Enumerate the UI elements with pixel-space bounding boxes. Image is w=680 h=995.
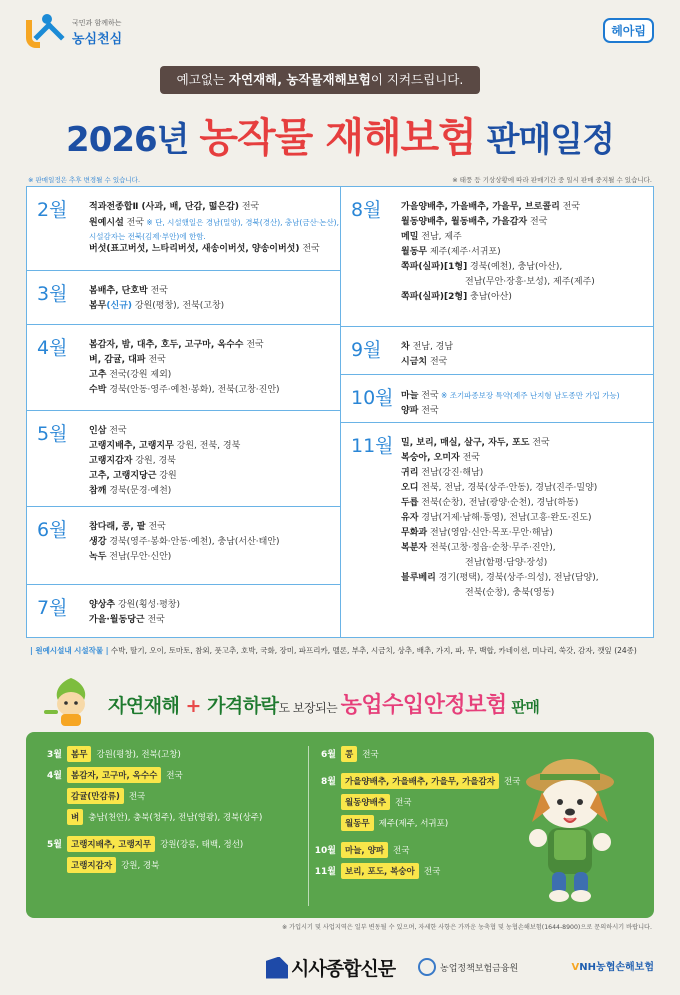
crop-area: 제주(제주·서귀포) [427, 247, 501, 257]
month-label: 11월 [351, 435, 394, 457]
weather-suspension-note: ※ 태풍 등 기상상황에 따라 판매기간 중 일시 판매 중지될 수 있습니다. [452, 176, 652, 184]
crop-area: 강원(평창), 전북(고창) [132, 301, 225, 311]
crop-name: 가을·월동당근 [89, 615, 145, 625]
income-month: 8월 [321, 777, 336, 787]
crop-item [401, 200, 650, 215]
contact-footnote: ※ 가입시기 및 사업지역은 일부 변동될 수 있으며, 자세한 사항은 가까운 농축협 및 농협손해보험(1644-8900)으로 문의하시기 바랍니다. [281, 924, 652, 931]
income-crop-tag: 마늘, 양파 [341, 842, 388, 858]
crop-name: 오디 [401, 483, 419, 493]
income-month: 10월 [314, 846, 336, 856]
crop-area: 전국 [299, 244, 320, 254]
crop-item [89, 613, 336, 628]
income-area: 강원(강릉, 태백, 정선) [160, 839, 244, 850]
crop-area: 강원, 전북, 경북 [173, 441, 241, 451]
top-banner: 예고없는 자연재해, 농작물재해보험이 지켜드립니다. [160, 66, 480, 94]
crop-name: 차 [401, 342, 410, 352]
crop-area: 경북(안동·영주·예천·봉화), 전북(고창·진안) [106, 385, 280, 395]
income-crop-tag: 감귤(만감류) [67, 788, 124, 804]
income-crop-tag: 벼 [67, 809, 83, 825]
crop-item [89, 520, 336, 535]
month-block [27, 507, 340, 585]
month-items [89, 520, 336, 565]
crop-name: 복분자 [401, 543, 428, 553]
crop-name: 양상추 [89, 600, 116, 610]
crop-item [401, 404, 650, 419]
crop-name: 고랭지배추, 고랭지무 [89, 441, 174, 451]
income-crop-tag: 월동양배추 [341, 794, 390, 810]
mascot-character-icon [42, 676, 100, 728]
nh-insurance-logo: VNH농협손해보험 [571, 962, 654, 973]
crop-name: 고추, 고랭지당근 [89, 471, 157, 481]
crop-area: 전북, 전남, 경북(상주·안동), 경남(진주·밀양) [418, 483, 598, 493]
crop-item [401, 388, 650, 404]
month-items [89, 284, 336, 314]
crop-item [401, 355, 650, 370]
crop-area: 강원(횡성·평창) [115, 600, 181, 610]
month-items [401, 388, 650, 419]
dog-mascot-icon [510, 742, 630, 907]
income-crop-tag: 가을양배추, 가을배추, 가을무, 가을감자 [341, 773, 499, 789]
income-crop-tag: 고랭지감자 [67, 857, 116, 873]
crop-item [401, 436, 650, 451]
crop-name: 귀리 [401, 468, 419, 478]
crop-name: 무화과 [401, 528, 428, 538]
crop-name: 참깨 [89, 486, 107, 496]
crop-name: 생강 [89, 537, 107, 547]
crop-item [89, 200, 336, 215]
income-area: 전국 [128, 791, 146, 802]
month-block [27, 271, 340, 325]
crop-item [401, 215, 650, 230]
crop-item [89, 383, 336, 398]
crop-area: 전국 [106, 426, 127, 436]
month-items [401, 200, 650, 305]
crop-area: 전국 [243, 340, 264, 350]
crop-name: 시금치 [401, 357, 428, 367]
logo-title: 농심천심 [72, 31, 123, 47]
income-month: 4월 [47, 771, 62, 781]
crop-area: 전국 [144, 615, 165, 625]
month-block [27, 411, 340, 507]
crop-name: 월동무 [401, 247, 428, 257]
logo-mark-icon [26, 14, 66, 50]
crop-name: 벼, 감귤, 대파 [89, 355, 146, 365]
crop-name: 두릅 [401, 498, 419, 508]
income-insurance-slogan: 자연재해 + 가격하락도 보장되는 농업수입안정보험 판매 [108, 693, 540, 718]
income-row [308, 792, 520, 811]
crop-note: ※ 조기파종보장 특약(제주 난지형 남도종만 가입 가능) [438, 391, 620, 400]
crop-area: 전국 [123, 218, 145, 228]
facility-crops-note: | 원예시설내 시설작물 | 수박, 딸기, 오이, 토마토, 참외, 풋고추, 호박, 국화, 장미, 파프리카, 멜론, 부추, 시금치, 상추, 배추, 가지, 파, 무, 백합, 카네이션, 미나리, 쑥갓, 감자, 깻잎 (24종) [30, 646, 637, 655]
crop-name: 블루베리 [401, 573, 436, 583]
crop-area: 경남(거제·남해·통영), 전남(고흥·완도·진도) [418, 513, 592, 523]
crop-item: 전북(순창), 충북(영동) [465, 588, 555, 598]
crop-area: 전국 [459, 453, 480, 463]
crop-item [89, 550, 336, 565]
crop-item [401, 496, 650, 511]
income-area: 충남(천안), 충북(청주), 전남(영광), 경북(상주) [88, 812, 263, 823]
crop-item [89, 598, 336, 613]
income-row [34, 807, 262, 826]
income-row [34, 834, 262, 853]
income-row [34, 744, 262, 763]
crop-area: 전남(강진·해남) [418, 468, 484, 478]
crop-name: 적과전종합Ⅱ (사과, 배, 단감, 떫은감) [89, 202, 239, 212]
crop-name: 고추 [89, 370, 107, 380]
month-block [341, 327, 654, 375]
crop-area: 전국 [529, 438, 550, 448]
month-block [27, 585, 340, 639]
crop-area: 전국 [145, 355, 166, 365]
month-items [89, 598, 336, 628]
crop-item [89, 242, 336, 257]
income-area: 전국 [393, 845, 410, 856]
income-row [308, 771, 520, 790]
crop-item [89, 299, 336, 314]
crop-area: 전북(순창), 전남(광양·순천), 경남(하동) [418, 498, 579, 508]
crop-area: 전남(영암·신안·목포·무안·해남) [427, 528, 553, 538]
crop-area: 경북(문경·예천) [106, 486, 172, 496]
month-label: 5월 [37, 423, 68, 445]
crop-name: 마늘 [401, 391, 419, 401]
income-row [308, 840, 520, 859]
crop-area: 전남, 제주 [418, 232, 462, 242]
month-items [401, 340, 650, 370]
income-crop-tag: 콩 [341, 746, 357, 762]
crop-name: 녹두 [89, 552, 107, 562]
month-label: 7월 [37, 597, 68, 619]
month-label: 4월 [37, 337, 68, 359]
crop-name: 봄무 [89, 301, 107, 311]
nongsim-logo [26, 14, 122, 50]
crop-name: 메밀 [401, 232, 419, 242]
crop-item [401, 451, 650, 466]
crop-item [89, 284, 336, 299]
crop-area: 전국 [427, 357, 448, 367]
income-area: 전국 [362, 749, 379, 760]
crop-item [401, 571, 650, 586]
schedule-change-note: ※ 판매일정은 추후 변경될 수 있습니다. [28, 176, 141, 184]
month-items [89, 338, 336, 398]
crop-name: 수박 [89, 385, 107, 395]
logo-subtitle: 국민과 함께하는 [72, 18, 122, 27]
new-badge: (신규) [106, 301, 133, 311]
crop-name: 봄감자, 밤, 대추, 호두, 고구마, 옥수수 [89, 340, 244, 350]
crop-item [401, 290, 650, 305]
crop-area: 전국 [527, 217, 548, 227]
crop-area: 강원, 경북 [132, 456, 176, 466]
agency-logo [418, 958, 518, 976]
month-items [401, 436, 650, 601]
income-crop-tag: 보리, 포도, 복숭아 [341, 863, 419, 879]
crop-name: 양파 [401, 406, 419, 416]
month-block [341, 187, 654, 327]
crop-name: 인삼 [89, 426, 107, 436]
crop-area: 전국 [418, 406, 439, 416]
income-month: 6월 [321, 750, 336, 760]
crop-item [401, 481, 650, 496]
month-label: 6월 [37, 519, 68, 541]
crop-area: 전국 [418, 391, 439, 401]
news-logo [266, 954, 395, 981]
month-block [27, 325, 340, 411]
crop-area: 전국 [559, 202, 581, 212]
footer-logos [0, 948, 680, 992]
crop-area: 전국(강원 제외) [106, 370, 172, 380]
month-items [89, 424, 336, 499]
income-crop-tag: 월동무 [341, 815, 374, 831]
schedule-left-column [27, 187, 341, 637]
crop-item [401, 511, 650, 526]
income-area: 전국 [423, 866, 441, 877]
income-area: 강원, 경북 [121, 860, 160, 871]
crop-area: 강원 [156, 471, 177, 481]
crop-name: 쪽파(실파)[1형] [401, 262, 468, 272]
crop-item [401, 466, 650, 481]
income-row [34, 855, 262, 874]
crop-item: 전남(함평·담양·장성) [465, 558, 548, 568]
month-label: 9월 [351, 339, 382, 361]
crop-area: 경북(예천), 충남(아산), [467, 262, 563, 272]
income-row [34, 786, 262, 805]
income-row [308, 861, 520, 880]
schedule-right-column [341, 187, 654, 637]
crop-item [401, 260, 650, 275]
income-crop-tag: 봄무 [67, 746, 91, 762]
crop-item [401, 340, 650, 355]
crop-item [401, 541, 650, 556]
crop-name: 참다래, 콩, 팥 [89, 522, 146, 532]
crop-name: 유자 [401, 513, 419, 523]
crop-name: 쪽파(실파)[2형] [401, 292, 468, 302]
heyarim-badge: 헤아림 [603, 18, 654, 43]
income-area: 전국 [166, 770, 183, 781]
news-logo-icon [266, 957, 288, 979]
month-block [27, 187, 340, 271]
crop-item [401, 526, 650, 541]
income-area: 전국 [503, 776, 521, 787]
month-block [341, 423, 654, 639]
crop-area: 전남(무안·신안) [106, 552, 172, 562]
income-area: 전국 [395, 797, 412, 808]
crop-area: 전국 [145, 522, 166, 532]
crop-item [89, 454, 336, 469]
month-block [341, 375, 654, 423]
crop-item [89, 469, 336, 484]
crop-name: 버섯(표고버섯, 느타리버섯, 새송이버섯, 양송이버섯) [89, 244, 300, 254]
crop-item: 시설감자는 전북(김제·부안)에 한함. [89, 232, 206, 241]
month-label: 2월 [37, 199, 68, 221]
crop-name: 밀, 보리, 매실, 살구, 자두, 포도 [401, 438, 530, 448]
income-crop-tag: 고랭지배추, 고랭지무 [67, 836, 155, 852]
crop-item [89, 424, 336, 439]
crop-area: 충남(아산) [467, 292, 512, 302]
crop-name: 고랭지감자 [89, 456, 133, 466]
crop-item [89, 353, 336, 368]
sales-schedule-table [26, 186, 654, 638]
agency-logo-text: 농업정책보험금융원 [440, 963, 519, 974]
crop-note: ※ 단, 시설했일은 경남(밀양), 경북(경산), 충남(금산·논산), [144, 218, 339, 227]
crop-item [89, 484, 336, 499]
crop-name: 가을양배추, 가을배추, 가을무, 브로콜리 [401, 202, 560, 212]
income-row [34, 765, 262, 784]
crop-item [401, 230, 650, 245]
month-label: 8월 [351, 199, 382, 221]
crop-name: 복숭아, 오미자 [401, 453, 460, 463]
month-label: 3월 [37, 283, 68, 305]
page-title: 2026년 농작물 재해보험 판매일정 [66, 115, 614, 161]
crop-area: 전국 [147, 286, 168, 296]
income-crop-tag: 봄감자, 고구마, 옥수수 [67, 767, 161, 783]
income-area: 제주(제주, 서귀포) [378, 818, 449, 829]
agency-logo-icon [418, 958, 436, 976]
news-logo-text: 시사종합신문 [291, 958, 396, 980]
crop-name: 원예시설 [89, 218, 124, 228]
crop-area: 전국 [238, 202, 260, 212]
month-label: 10월 [351, 387, 394, 409]
crop-area: 경기(평택), 경북(상주·의성), 전남(담양), [435, 573, 599, 583]
crop-area: 경북(영주·봉화·안동·예천), 충남(서산·태안) [106, 537, 280, 547]
income-month: 3월 [47, 750, 62, 760]
income-left-column [34, 744, 262, 876]
crop-area: 전남, 경남 [409, 342, 454, 352]
income-right-column [308, 744, 520, 882]
crop-item: 전남(무안·장흥·보성), 제주(제주) [465, 277, 595, 287]
crop-item [89, 535, 336, 550]
income-row [308, 744, 520, 763]
crop-name: 봄배추, 단호박 [89, 286, 148, 296]
crop-item [89, 215, 339, 231]
month-items [89, 200, 339, 257]
crop-item [89, 368, 336, 383]
income-row [308, 813, 520, 832]
crop-item [89, 338, 336, 353]
crop-area: 전북(고창·정읍·순창·무주·진안), [427, 543, 556, 553]
crop-name: 월동양배추, 월동배추, 가을감자 [401, 217, 528, 227]
income-area: 강원(평창), 전북(고창) [96, 749, 181, 760]
income-month: 5월 [47, 840, 62, 850]
crop-item [89, 439, 336, 454]
crop-item [401, 245, 650, 260]
income-month: 11월 [314, 867, 336, 877]
